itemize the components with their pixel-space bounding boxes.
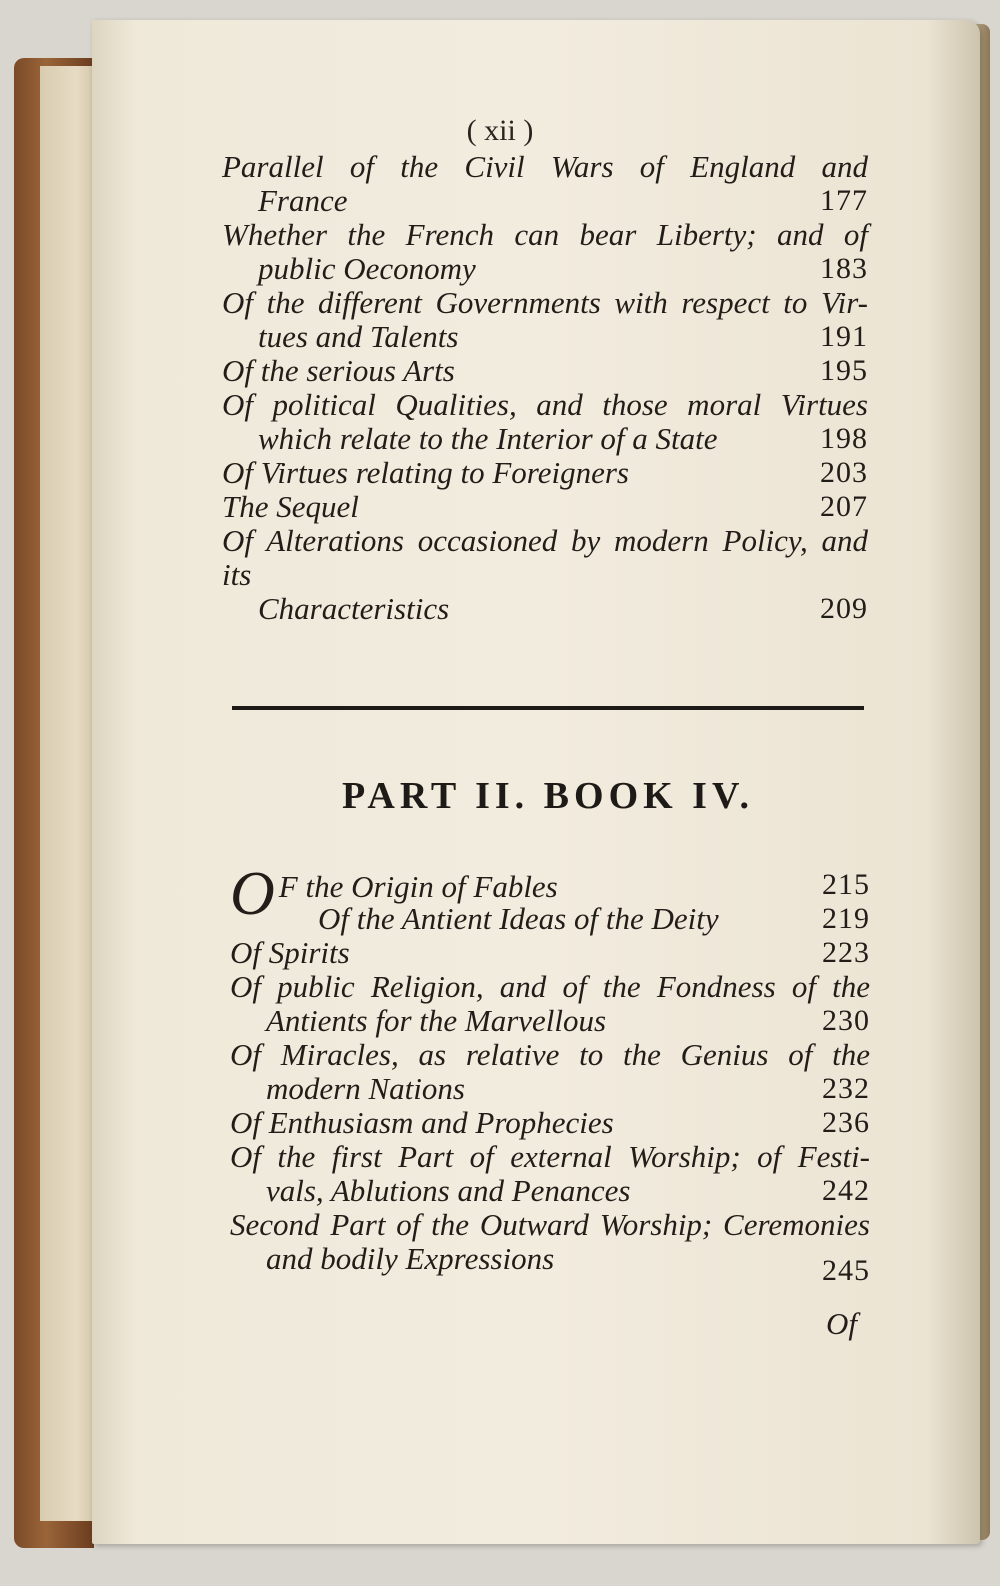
toc-entry-title: Of the Antient Ideas of the Deity	[318, 901, 719, 936]
toc-page-number: 177	[820, 184, 868, 217]
toc-entry-continuation: Characteristics	[258, 591, 450, 626]
toc-entry-title: Of Alterations occasioned by modern Policy, and its	[222, 523, 868, 592]
toc-entry-title: Of Miracles, as relative to the Genius of the	[230, 1037, 870, 1072]
toc-entry-title: Of Virtues relating to Foreigners	[222, 455, 629, 490]
toc-entry	[222, 218, 868, 286]
toc-entry	[230, 1140, 870, 1208]
drop-cap: O	[230, 860, 275, 928]
toc-entry-continuation: Antients for the Marvellous	[266, 1003, 607, 1038]
toc-entry-title: Of the different Governments with respect to Vir-	[222, 285, 868, 320]
toc-entry	[230, 1038, 870, 1106]
toc-entry	[222, 286, 868, 354]
toc-page-number: 223	[822, 936, 870, 969]
catchword: Of	[826, 1306, 857, 1341]
toc-entry-continuation: public Oeconomy	[258, 251, 476, 286]
toc-entry-title: Second Part of the Outward Worship; Ceremonies	[230, 1207, 870, 1242]
section-heading: PART II. BOOK IV.	[341, 775, 755, 817]
toc-entry-continuation: France	[258, 183, 348, 218]
toc-page-number: 198	[820, 422, 868, 455]
book-gutter	[40, 66, 100, 1521]
toc-page-number: 203	[820, 456, 868, 489]
toc-entry-continuation: and bodily Expressions	[266, 1241, 555, 1276]
toc-entry-title: F the Origin of Fables	[278, 869, 558, 904]
toc-entry-continuation: vals, Ablutions and Penances	[266, 1173, 631, 1208]
toc-entry-title: Of political Qualities, and those moral Virtues	[222, 387, 868, 422]
toc-entry	[230, 970, 870, 1038]
toc-entry-title: The Sequel	[222, 489, 359, 524]
toc-page-number: 245	[822, 1254, 870, 1287]
section-divider	[232, 706, 864, 710]
toc-page-number: 207	[820, 490, 868, 523]
toc-entry-continuation: modern Nations	[266, 1071, 465, 1106]
toc-entry	[230, 1207, 870, 1287]
toc-entry	[222, 490, 868, 524]
toc-entry-title: Of the first Part of external Worship; of Festi-	[230, 1139, 870, 1174]
toc-entry-title: Of the serious Arts	[222, 353, 455, 388]
toc-part-1	[222, 150, 868, 626]
toc-entry	[222, 524, 868, 626]
toc-part-2	[230, 860, 870, 1287]
toc-entry-title: Of Spirits	[230, 935, 350, 970]
toc-page-number: 230	[822, 1004, 870, 1037]
toc-entry	[222, 388, 868, 456]
toc-entry-title: Of Enthusiasm and Prophecies	[230, 1105, 614, 1140]
toc-page-number: 232	[822, 1072, 870, 1105]
toc-page-number: 219	[822, 902, 870, 935]
toc-page-number: 209	[820, 592, 868, 625]
toc-entry-title: Whether the French can bear Liberty; and of	[222, 217, 868, 252]
toc-entry	[230, 902, 870, 936]
toc-page-number: 236	[822, 1106, 870, 1139]
toc-entry-title: Of public Religion, and of the Fondness of the	[230, 969, 870, 1004]
toc-page-number: 183	[820, 252, 868, 285]
toc-entry	[222, 456, 868, 490]
toc-page-number: 195	[820, 354, 868, 387]
toc-entry	[230, 936, 870, 970]
toc-entry-title: Parallel of the Civil Wars of England and	[222, 149, 868, 184]
toc-page-number: 191	[820, 320, 868, 353]
toc-entry-continuation: which relate to the Interior of a State	[258, 421, 718, 456]
toc-entry-continuation: tues and Talents	[258, 319, 459, 354]
toc-page-number: 242	[822, 1174, 870, 1207]
toc-entry	[222, 354, 868, 388]
toc-page-number: 215	[822, 868, 870, 901]
page-number: ( xii )	[466, 114, 534, 147]
toc-entry	[230, 1106, 870, 1140]
toc-entry	[222, 150, 868, 218]
